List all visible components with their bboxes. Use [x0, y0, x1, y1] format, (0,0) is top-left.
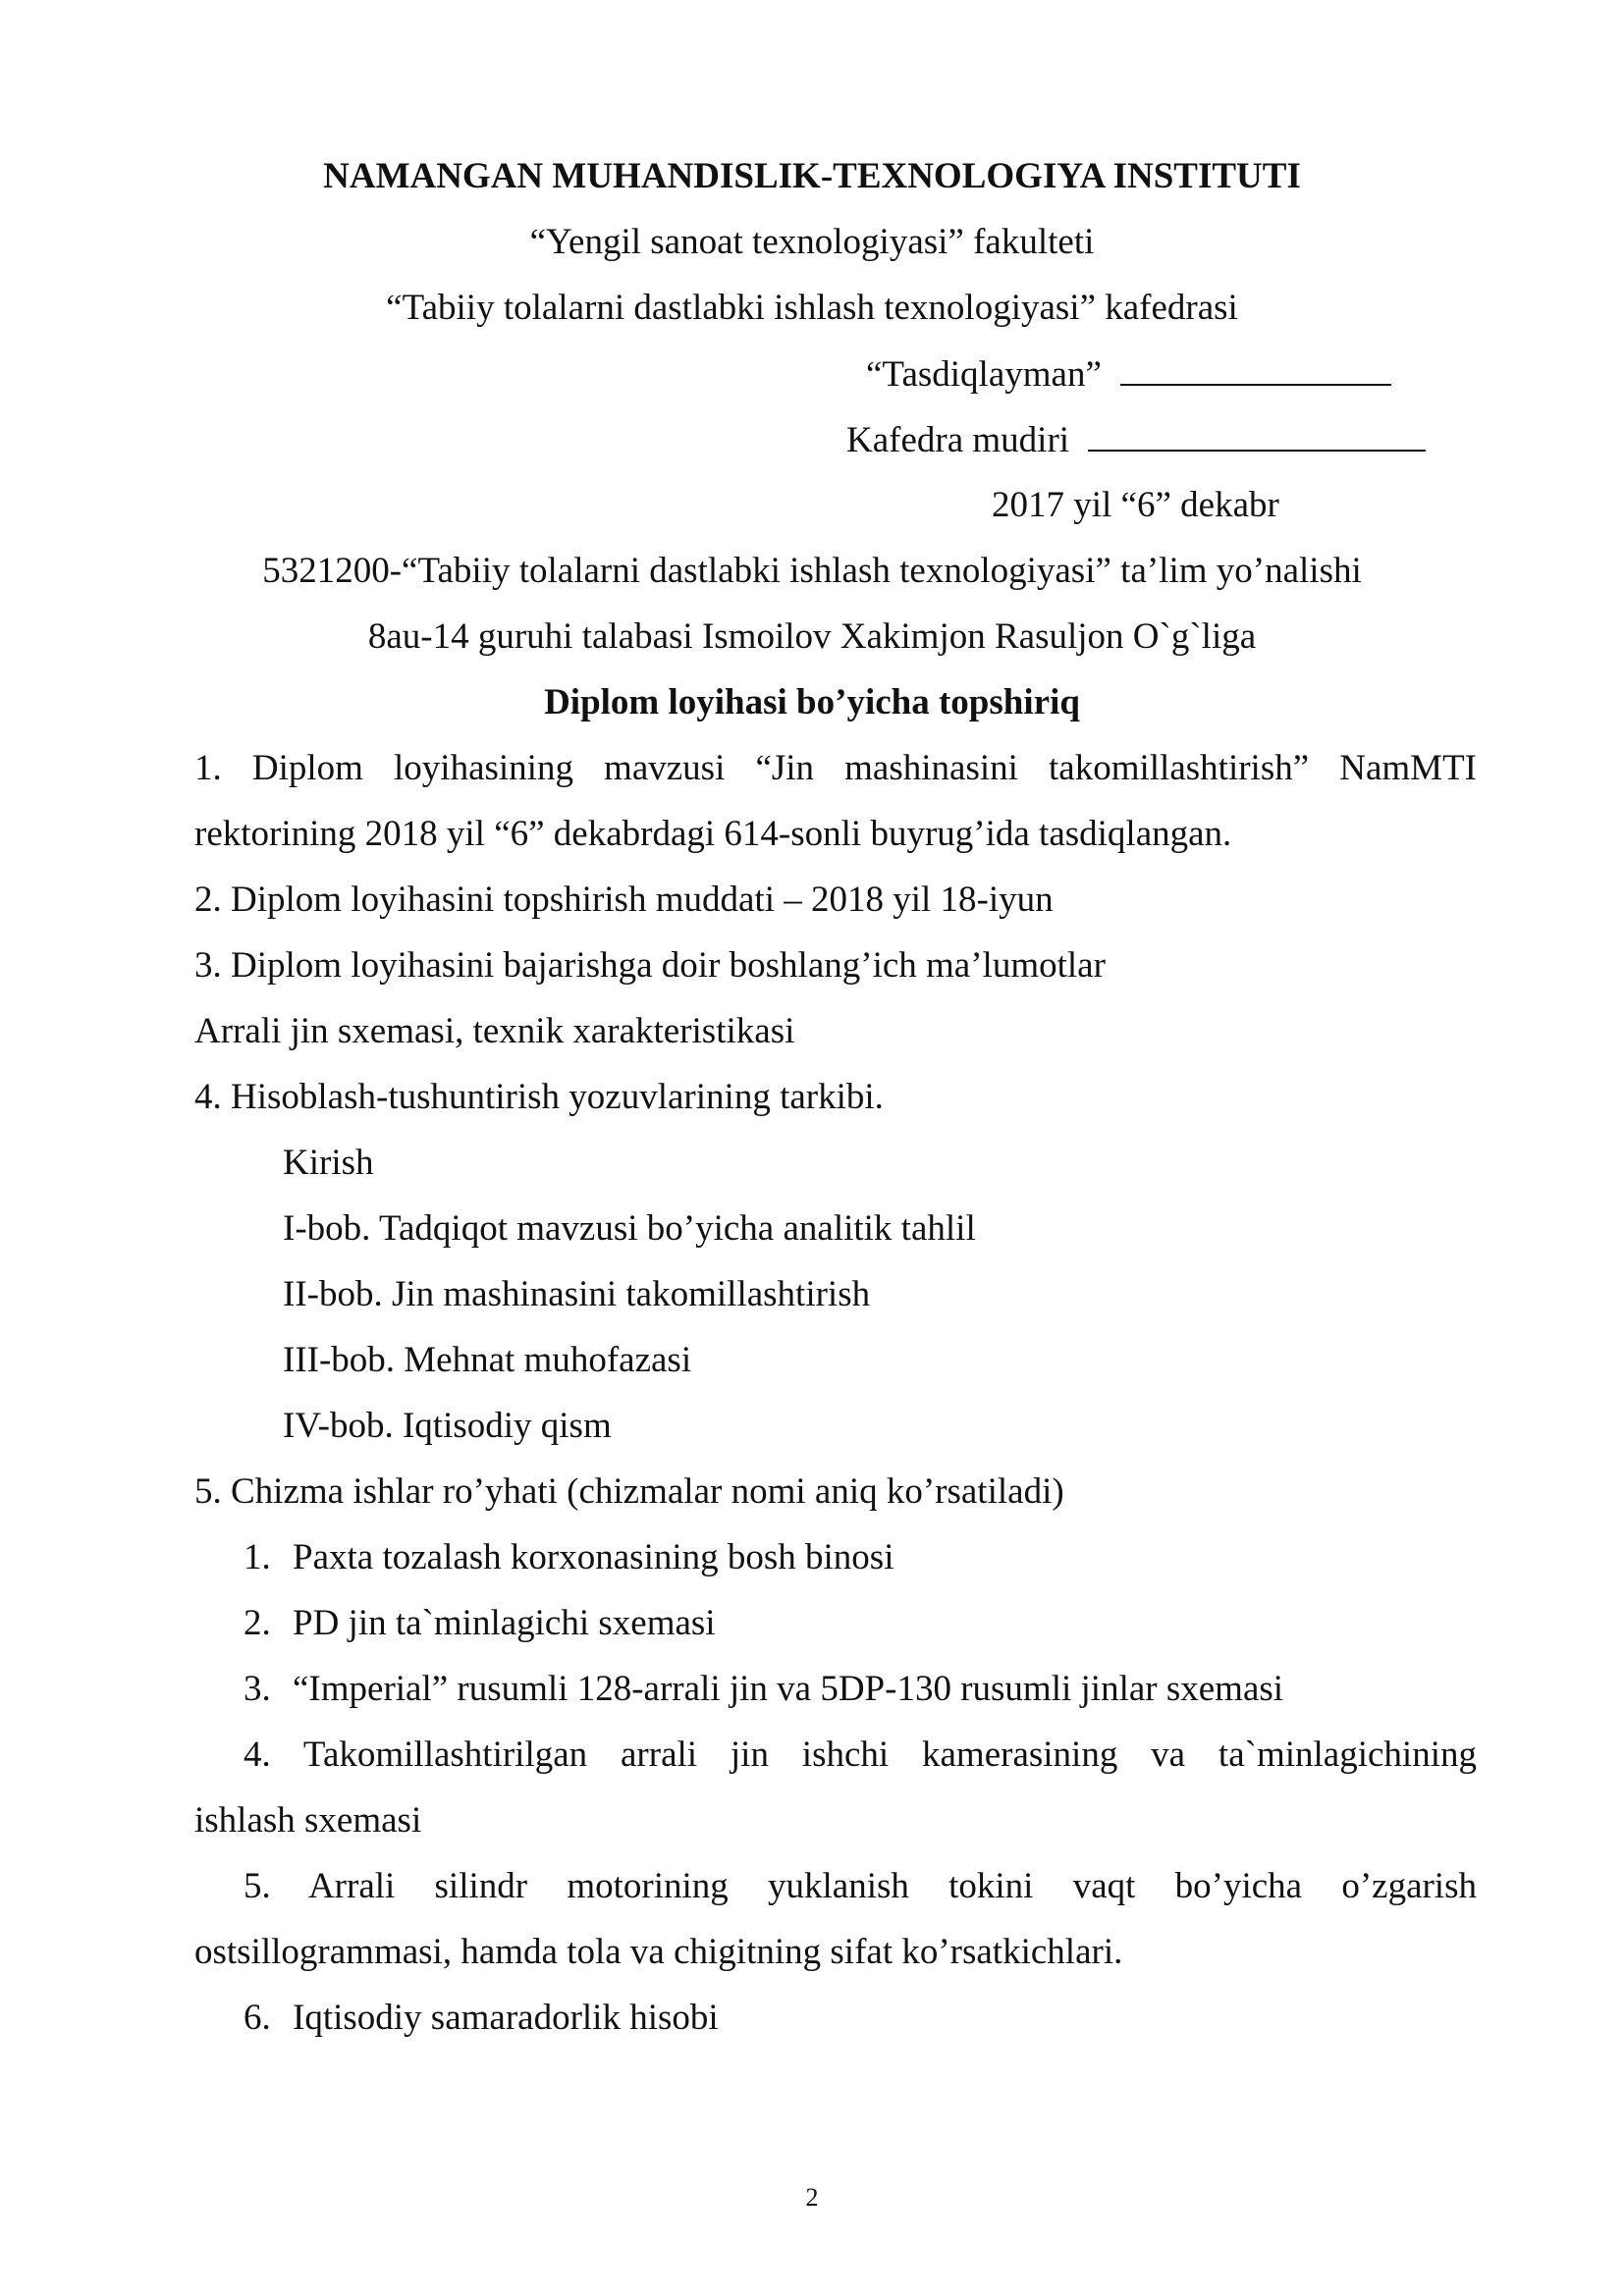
- study-direction: 5321200-“Tabiiy tolalarni dastlabki ishlash texnologiyasi” ta’lim yo’nalishi: [262, 551, 1362, 591]
- document-title: Diplom loyihasi bo’yicha topshiriq: [544, 682, 1080, 722]
- department-name: “Tabiiy tolalarni dastlabki ishlash texnologiyasi” kafedrasi: [386, 288, 1238, 328]
- drawing-text-line-1: Arrali silindr motorining yuklanish tokini vaqt bo’yicha o’zgarish: [307, 1866, 1477, 1906]
- item-1-line-2: rektorining 2018 yil “6” dekabrdagi 614-sonli buyrug’ida tasdiqlangan.: [194, 814, 1232, 854]
- drawing-number: 4.: [244, 1735, 271, 1775]
- item-2: 2. Diplom loyihasini topshirish muddati – 2018 yil 18-iyun: [194, 880, 1054, 920]
- drawing-number: 3.: [244, 1669, 271, 1709]
- chapter-1: I-bob. Tadqiqot mavzusi bo’yicha analitik tahlil: [283, 1208, 976, 1249]
- drawing-item: [244, 1734, 1477, 1777]
- drawing-item: [244, 1536, 894, 1579]
- drawing-item: [244, 1668, 1283, 1711]
- drawing-item: [244, 1997, 719, 2040]
- approval-line: [866, 352, 1391, 397]
- head-label: Kafedra mudiri: [846, 420, 1070, 460]
- faculty-name: “Yengil sanoat texnologiyasi” fakulteti: [529, 222, 1095, 262]
- student-group: 8au-14 guruhi talabasi Ismoilov Xakimjon Rasuljon O`g`liga: [367, 616, 1257, 657]
- drawing-text: PD jin ta`minlagichi sxemasi: [293, 1603, 716, 1643]
- page-number: 2: [805, 2183, 819, 2212]
- institute-name: NAMANGAN MUHANDISLIK-TEXNOLOGIYA INSTITUTI: [323, 156, 1301, 196]
- chapter-3: III-bob. Mehnat muhofazasi: [283, 1340, 692, 1380]
- drawing-number: 5.: [244, 1866, 271, 1906]
- drawing-text: Paxta tozalash korxonasining bosh binosi: [293, 1537, 894, 1577]
- drawing-text: “Imperial” rusumli 128-arrali jin va 5DP-130 rusumli jinlar sxemasi: [293, 1669, 1284, 1709]
- approve-label: “Tasdiqlayman”: [866, 354, 1102, 395]
- item-5: 5. Chizma ishlar ro’yhati (chizmalar nomi aniq ko’rsatiladi): [194, 1471, 1064, 1512]
- drawing-number: 1.: [244, 1537, 271, 1577]
- drawing-text-line-1: Takomillashtirilgan arrali jin ishchi kamerasining va ta`minlagichining: [302, 1735, 1477, 1775]
- item-3-detail: Arrali jin sxemasi, texnik xarakteristikasi: [194, 1011, 795, 1051]
- drawing-number: 2.: [244, 1603, 271, 1643]
- drawing-item: [244, 1865, 1477, 1908]
- drawing-item: [244, 1602, 716, 1645]
- item-1-line-1: 1. Diplom loyihasining mavzusi “Jin mashinasini takomillashtirish” NamMTI: [194, 748, 1477, 788]
- signature-blank: [1120, 352, 1391, 386]
- drawing-text-line-2: ishlash sxemasi: [194, 1800, 422, 1841]
- head-line: [846, 418, 1426, 462]
- chapter-2: II-bob. Jin mashinasini takomillashtirish: [283, 1274, 871, 1314]
- drawing-number: 6.: [244, 1998, 271, 2038]
- item-4: 4. Hisoblash-tushuntirish yozuvlarining tarkibi.: [194, 1077, 884, 1117]
- approval-date: 2017 yil “6” dekabr: [992, 485, 1279, 525]
- drawing-text-line-2: ostsillogrammasi, hamda tola va chigitning sifat ko’rsatkichlari.: [194, 1932, 1123, 1972]
- head-signature-blank: [1088, 418, 1426, 452]
- chapter-4: IV-bob. Iqtisodiy qism: [283, 1406, 612, 1446]
- chapter-intro: Kirish: [283, 1143, 374, 1183]
- drawing-text: Iqtisodiy samaradorlik hisobi: [293, 1998, 719, 2038]
- item-3: 3. Diplom loyihasini bajarishga doir boshlang’ich ma’lumotlar: [194, 945, 1106, 986]
